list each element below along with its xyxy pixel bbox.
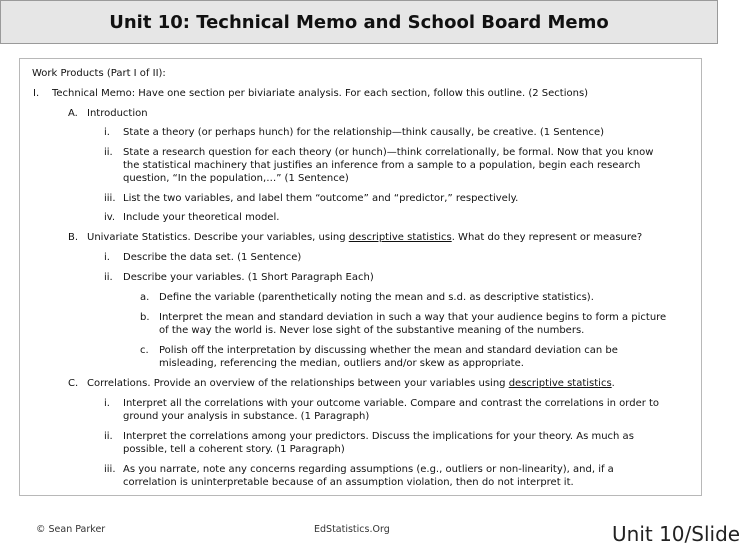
sec-c-item-2-num: ii. (104, 431, 113, 442)
sec-b-subitem-b-line-1: Interpret the mean and standard deviation in such a way that your audience begins to form a picture (159, 312, 667, 323)
sec-b-subitem-c-line-2: misleading, referencing the median, outliers and/or skew as appropriate. (159, 358, 524, 369)
sec-b-subitem-b-line-2: of the way the world is. Never lose sight of the substantive meaning of the numbers. (159, 325, 585, 336)
footer-site: EdStatistics.Org (314, 524, 390, 535)
sec-c-item-3-line-2: correlation is uninterpretable because of an assumption violation, then do not interpret it. (123, 477, 574, 488)
sec-b-subitem-a-line-1: Define the variable (parenthetically noting the mean and s.d. as descriptive statistics). (159, 292, 594, 303)
sec-a-item-2-line-1: State a research question for each theory (or hunch)—think correlationally, be formal. Now that you know (123, 147, 654, 158)
section-b-label: B. (68, 232, 79, 243)
section-b-title-text: Univariate Statistics. Describe your variables, using (87, 232, 346, 243)
sec-b-item-1-line-1: Describe the data set. (1 Sentence) (123, 252, 302, 263)
sec-c-item-2-line-1: Interpret the correlations among your predictors. Discuss the implications for your theory. As much as (123, 431, 634, 442)
section-c-title (87, 377, 615, 390)
footer-author: © Sean Parker (36, 524, 106, 535)
sec-b-subitem-b-num: b. (140, 312, 150, 323)
section-b-title-end: . What do they represent or measure? (451, 232, 643, 243)
sec-a-item-2-num: ii. (104, 147, 113, 158)
sec-b-subitem-c-line-1: Polish off the interpretation by discussing whether the mean and standard deviation can be (159, 345, 618, 356)
sec-a-item-2-line-3: question, “In the population,…” (1 Sentence) (123, 173, 349, 184)
page-title: Unit 10: Technical Memo and School Board Memo (109, 11, 609, 33)
sec-b-item-2-line-1: Describe your variables. (1 Short Paragraph Each) (123, 272, 374, 283)
sec-a-item-1-num: i. (104, 127, 110, 138)
section-b-title (87, 231, 642, 244)
item-1-text: Technical Memo: Have one section per biviariate analysis. For each section, follow this outline. (2 Sections) (52, 88, 589, 99)
section-c-label: C. (68, 378, 79, 389)
section-a-title: Introduction (87, 108, 148, 119)
sec-c-item-1-line-2: ground your analysis in substance. (1 Paragraph) (123, 411, 370, 422)
descriptive-statistics-link-c[interactable]: descriptive statistics (508, 378, 612, 389)
section-a-label: A. (68, 108, 78, 119)
sec-a-item-1-line-1: State a theory (or perhaps hunch) for the relationship—think causally, be creative. (1 Sentence) (123, 127, 605, 138)
sec-c-item-3-line-1: As you narrate, note any concerns regarding assumptions (e.g., outliers or non-linearity), and, if a (123, 464, 614, 475)
title-bar (0, 0, 718, 44)
sec-b-subitem-c-num: c. (140, 345, 149, 356)
sec-c-item-1-line-1: Interpret all the correlations with your outcome variable. Compare and contrast the correlations in order to (123, 398, 660, 409)
work-products-heading: Work Products (Part I of II): (32, 68, 166, 79)
sec-c-item-3-num: iii. (104, 464, 116, 475)
item-1-number: I. (33, 88, 40, 99)
sec-a-item-2-line-2: the statistical machinery that justifies an inference from a sample to a population, begin each research (123, 160, 641, 171)
sec-c-item-1-num: i. (104, 398, 110, 409)
sec-b-item-1-num: i. (104, 252, 110, 263)
sec-a-item-3-num: iii. (104, 193, 116, 204)
sec-a-item-4-num: iv. (104, 212, 116, 223)
sec-b-item-2-num: ii. (104, 272, 113, 283)
section-c-title-end: . (611, 378, 615, 389)
footer-slide-label: Unit 10/Slide (612, 522, 740, 546)
sec-a-item-3-line-1: List the two variables, and label them “outcome” and “predictor,” respectively. (123, 193, 519, 204)
descriptive-statistics-link-b[interactable]: descriptive statistics (348, 232, 452, 243)
section-c-title-text: Correlations. Provide an overview of the relationships between your variables using (87, 378, 506, 389)
sec-b-subitem-a-num: a. (140, 292, 150, 303)
sec-c-item-2-line-2: possible, tell a coherent story. (1 Paragraph) (123, 444, 345, 455)
sec-a-item-4-line-1: Include your theoretical model. (123, 212, 280, 223)
